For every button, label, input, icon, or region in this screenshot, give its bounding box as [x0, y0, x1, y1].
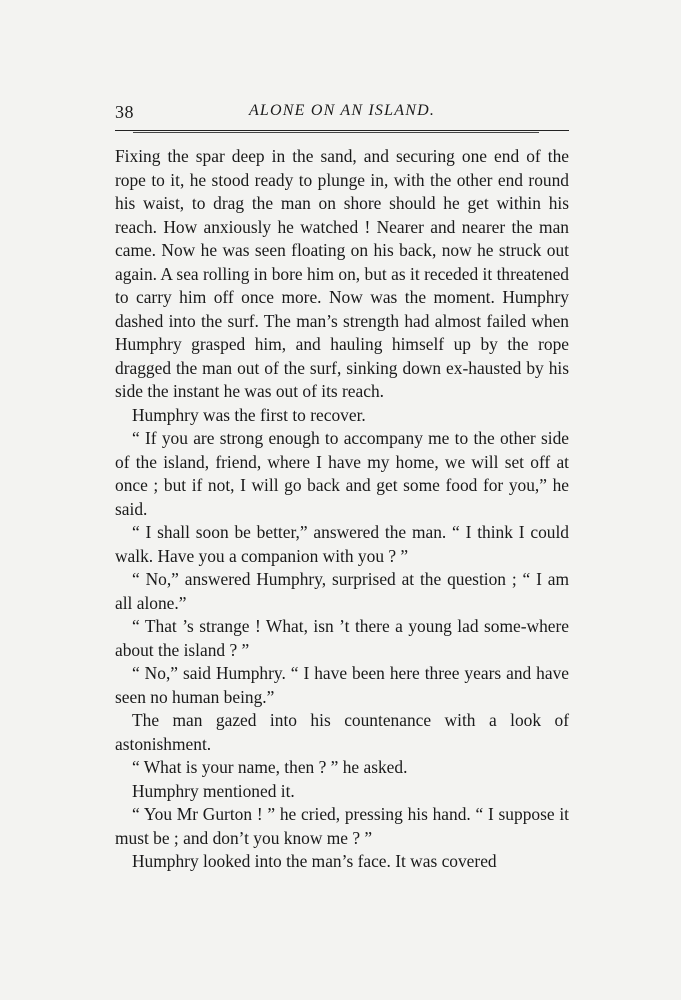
page-number: 38	[115, 102, 134, 122]
running-title: ALONE ON AN ISLAND.	[248, 102, 436, 119]
body-text	[115, 145, 569, 874]
paragraph: Humphry mentioned it.	[132, 780, 295, 801]
paragraph: “ I shall soon be better,” answered the man. “ I think I could walk. Have you a companion with you ? ”	[115, 522, 569, 566]
paragraph: “ That ’s strange ! What, isn ’t there a young lad some-where about the island ? ”	[115, 616, 569, 660]
book-page	[115, 100, 569, 874]
paragraph: “ No,” answered Humphry, surprised at the question ; “ I am all alone.”	[115, 569, 569, 613]
paragraph: The man gazed into his countenance with a look of astonishment.	[115, 710, 569, 754]
paragraph: “ What is your name, then ? ” he asked.	[132, 757, 408, 777]
paragraph: “ You Mr Gurton ! ” he cried, pressing his hand. “ I suppose it must be ; and don’t you know me ? ”	[115, 804, 569, 848]
paragraph: Fixing the spar deep in the sand, and securing one end of the rope to it, he stood ready to plunge in, with the other end round his waist, to drag the man on shore should he get within his reach. How anxiously he watched ! Nearer and nearer the man came. Now he was seen floating on his back, now he struck out again. A sea rolling in bore him on, but as it receded it threatened to carry him off once more. Now was the moment. Humphry dashed into the surf. The man’s strength had almost failed when Humphry grasped him, and hauling himself up by the rope dragged the man out of the surf, sinking down ex-hausted by his side the instant he was out of its reach.	[115, 146, 569, 401]
header-rule	[115, 130, 569, 135]
paragraph: “ No,” said Humphry. “ I have been here three years and have seen no human being.”	[115, 663, 569, 707]
paragraph: Humphry looked into the man’s face. It was covered	[132, 851, 497, 871]
running-head	[115, 100, 569, 126]
paragraph: “ If you are strong enough to accompany me to the other side of the island, friend, where I have my home, we will set off at once ; but if not, I will go back and get some food for you,” he said.	[115, 428, 569, 519]
paragraph: Humphry was the first to recover.	[132, 404, 366, 425]
